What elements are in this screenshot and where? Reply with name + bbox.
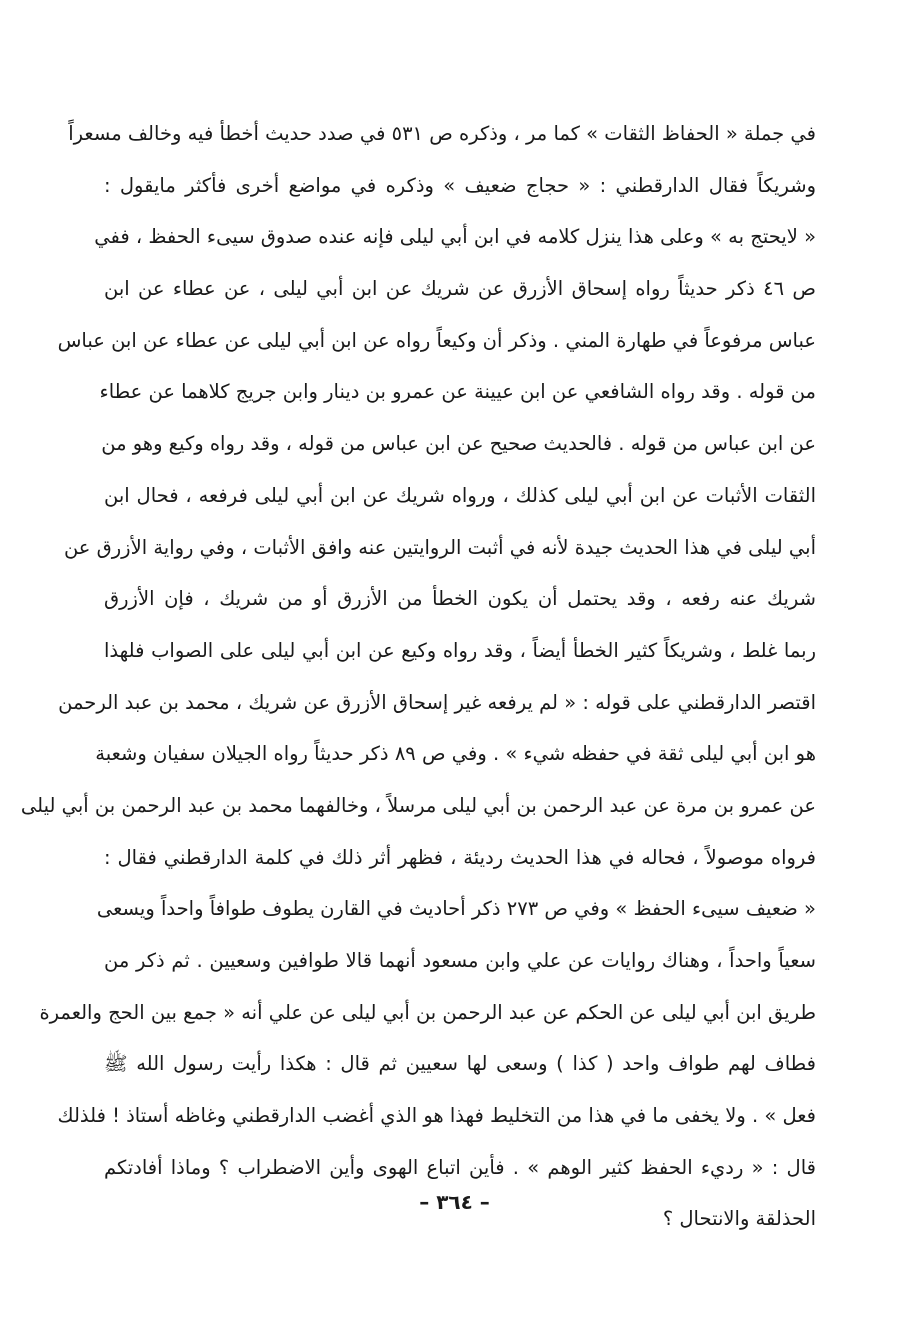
text-line: « لايحتج به » وعلى هذا ينزل كلامه في ابن أبي ليلى فإنه عنده صدوق سيىء الحفظ ، ففي bbox=[94, 225, 816, 249]
text-line: فرواه موصولاً ، فحاله في هذا الحديث رديئة ، فظهر أثر ذلك في كلمة الدارقطني فقال : bbox=[104, 845, 816, 869]
main-text bbox=[20, 108, 816, 1245]
text-line: فطاف لهم طواف واحد ( كذا ) وسعى لها سعيين ثم قال : هكذا رأيت رسول الله ﷺ bbox=[104, 1052, 816, 1076]
text-line: أبي ليلى في هذا الحديث جيدة لأنه في أثبت الروايتين عنه وافق الأثبات ، وفي رواية الأزرق عن bbox=[63, 535, 816, 559]
text-line: في جملة « الحفاظ الثقات » كما مر ، وذكره ص ٥٣١ في صدد حديث أخطأ فيه وخالف مسعراً bbox=[68, 122, 816, 145]
text-line-last: الحذلقة والانتحال ؟ bbox=[662, 1207, 816, 1231]
text-line: قال : « رديء الحفظ كثير الوهم » . فأين اتباع الهوى وأين الاضطراب ؟ وماذا أفادتكم bbox=[104, 1155, 816, 1179]
text-line: فعل » . ولا يخفى ما في هذا من التخليط فهذا هو الذي أغضب الدارقطني وغاظه أستاذ ! فلذلك bbox=[57, 1104, 816, 1128]
text-line: عن ابن عباس من قوله . فالحديث صحيح عن ابن عباس من قوله ، وقد رواه وكيع وهو من bbox=[101, 432, 816, 456]
text-line: من قوله . وقد رواه الشافعي عن ابن عيينة عن عمرو بن دينار وابن جريج كلاهما عن عطاء bbox=[99, 380, 816, 404]
text-line: عن عمرو بن مرة عن عبد الرحمن بن أبي ليلى مرسلاً ، وخالفهما محمد بن عبد الرحمن بن أبي ليلى bbox=[20, 793, 816, 817]
text-line: وشريكاً فقال الدارقطني : « حجاج ضعيف » وذكره في مواضع أخرى فأكثر مايقول : bbox=[104, 173, 816, 197]
text-line: عباس مرفوعاً في طهارة المني . وذكر أن وكيعاً رواه عن ابن أبي ليلى عن عطاء عن ابن عباس bbox=[57, 328, 816, 352]
text-line: ص ٤٦ ذكر حديثاً رواه إسحاق الأزرق عن شريك عن ابن أبي ليلى ، عن عطاء عن ابن bbox=[104, 277, 816, 301]
text-line: الثقات الأثبات عن ابن أبي ليلى كذلك ، ورواه شريك عن ابن أبي ليلى فرفعه ، فحال ابن bbox=[104, 483, 816, 507]
text-line: سعياً واحداً ، وهناك روايات عن علي وابن مسعود أنهما قالا طوافين وسعيين . ثم ذكر من bbox=[104, 949, 816, 972]
text-line: شريك عنه رفعه ، وقد يحتمل أن يكون الخطأ من الأزرق أو من شريك ، فإن الأزرق bbox=[104, 587, 816, 611]
text-line: هو ابن أبي ليلى ثقة في حفظه شيء » . وفي ص ٨٩ ذكر حديثاً رواه الجيلان سفيان وشعبة bbox=[95, 742, 816, 766]
text-line: اقتصر الدارقطني على قوله : « لم يرفعه غير إسحاق الأزرق عن شريك ، محمد بن عبد الرحمن bbox=[58, 690, 816, 714]
page-number: – ٣٦٤ – bbox=[419, 1190, 490, 1214]
text-line: طريق ابن أبي ليلى عن الحكم عن عبد الرحمن بن أبي ليلى عن علي أنه « جمع بين الحج والعمرة bbox=[39, 1000, 816, 1024]
text-line: « ضعيف سيىء الحفظ » وفي ص ٢٧٣ ذكر أحاديث في القارن يطوف طوافاً واحداً ويسعى bbox=[96, 897, 816, 921]
text-line: ربما غلط ، وشريكاً كثير الخطأ أيضاً ، وقد رواه وكيع عن ابن أبي ليلى على الصواب فلهذا bbox=[104, 638, 816, 662]
